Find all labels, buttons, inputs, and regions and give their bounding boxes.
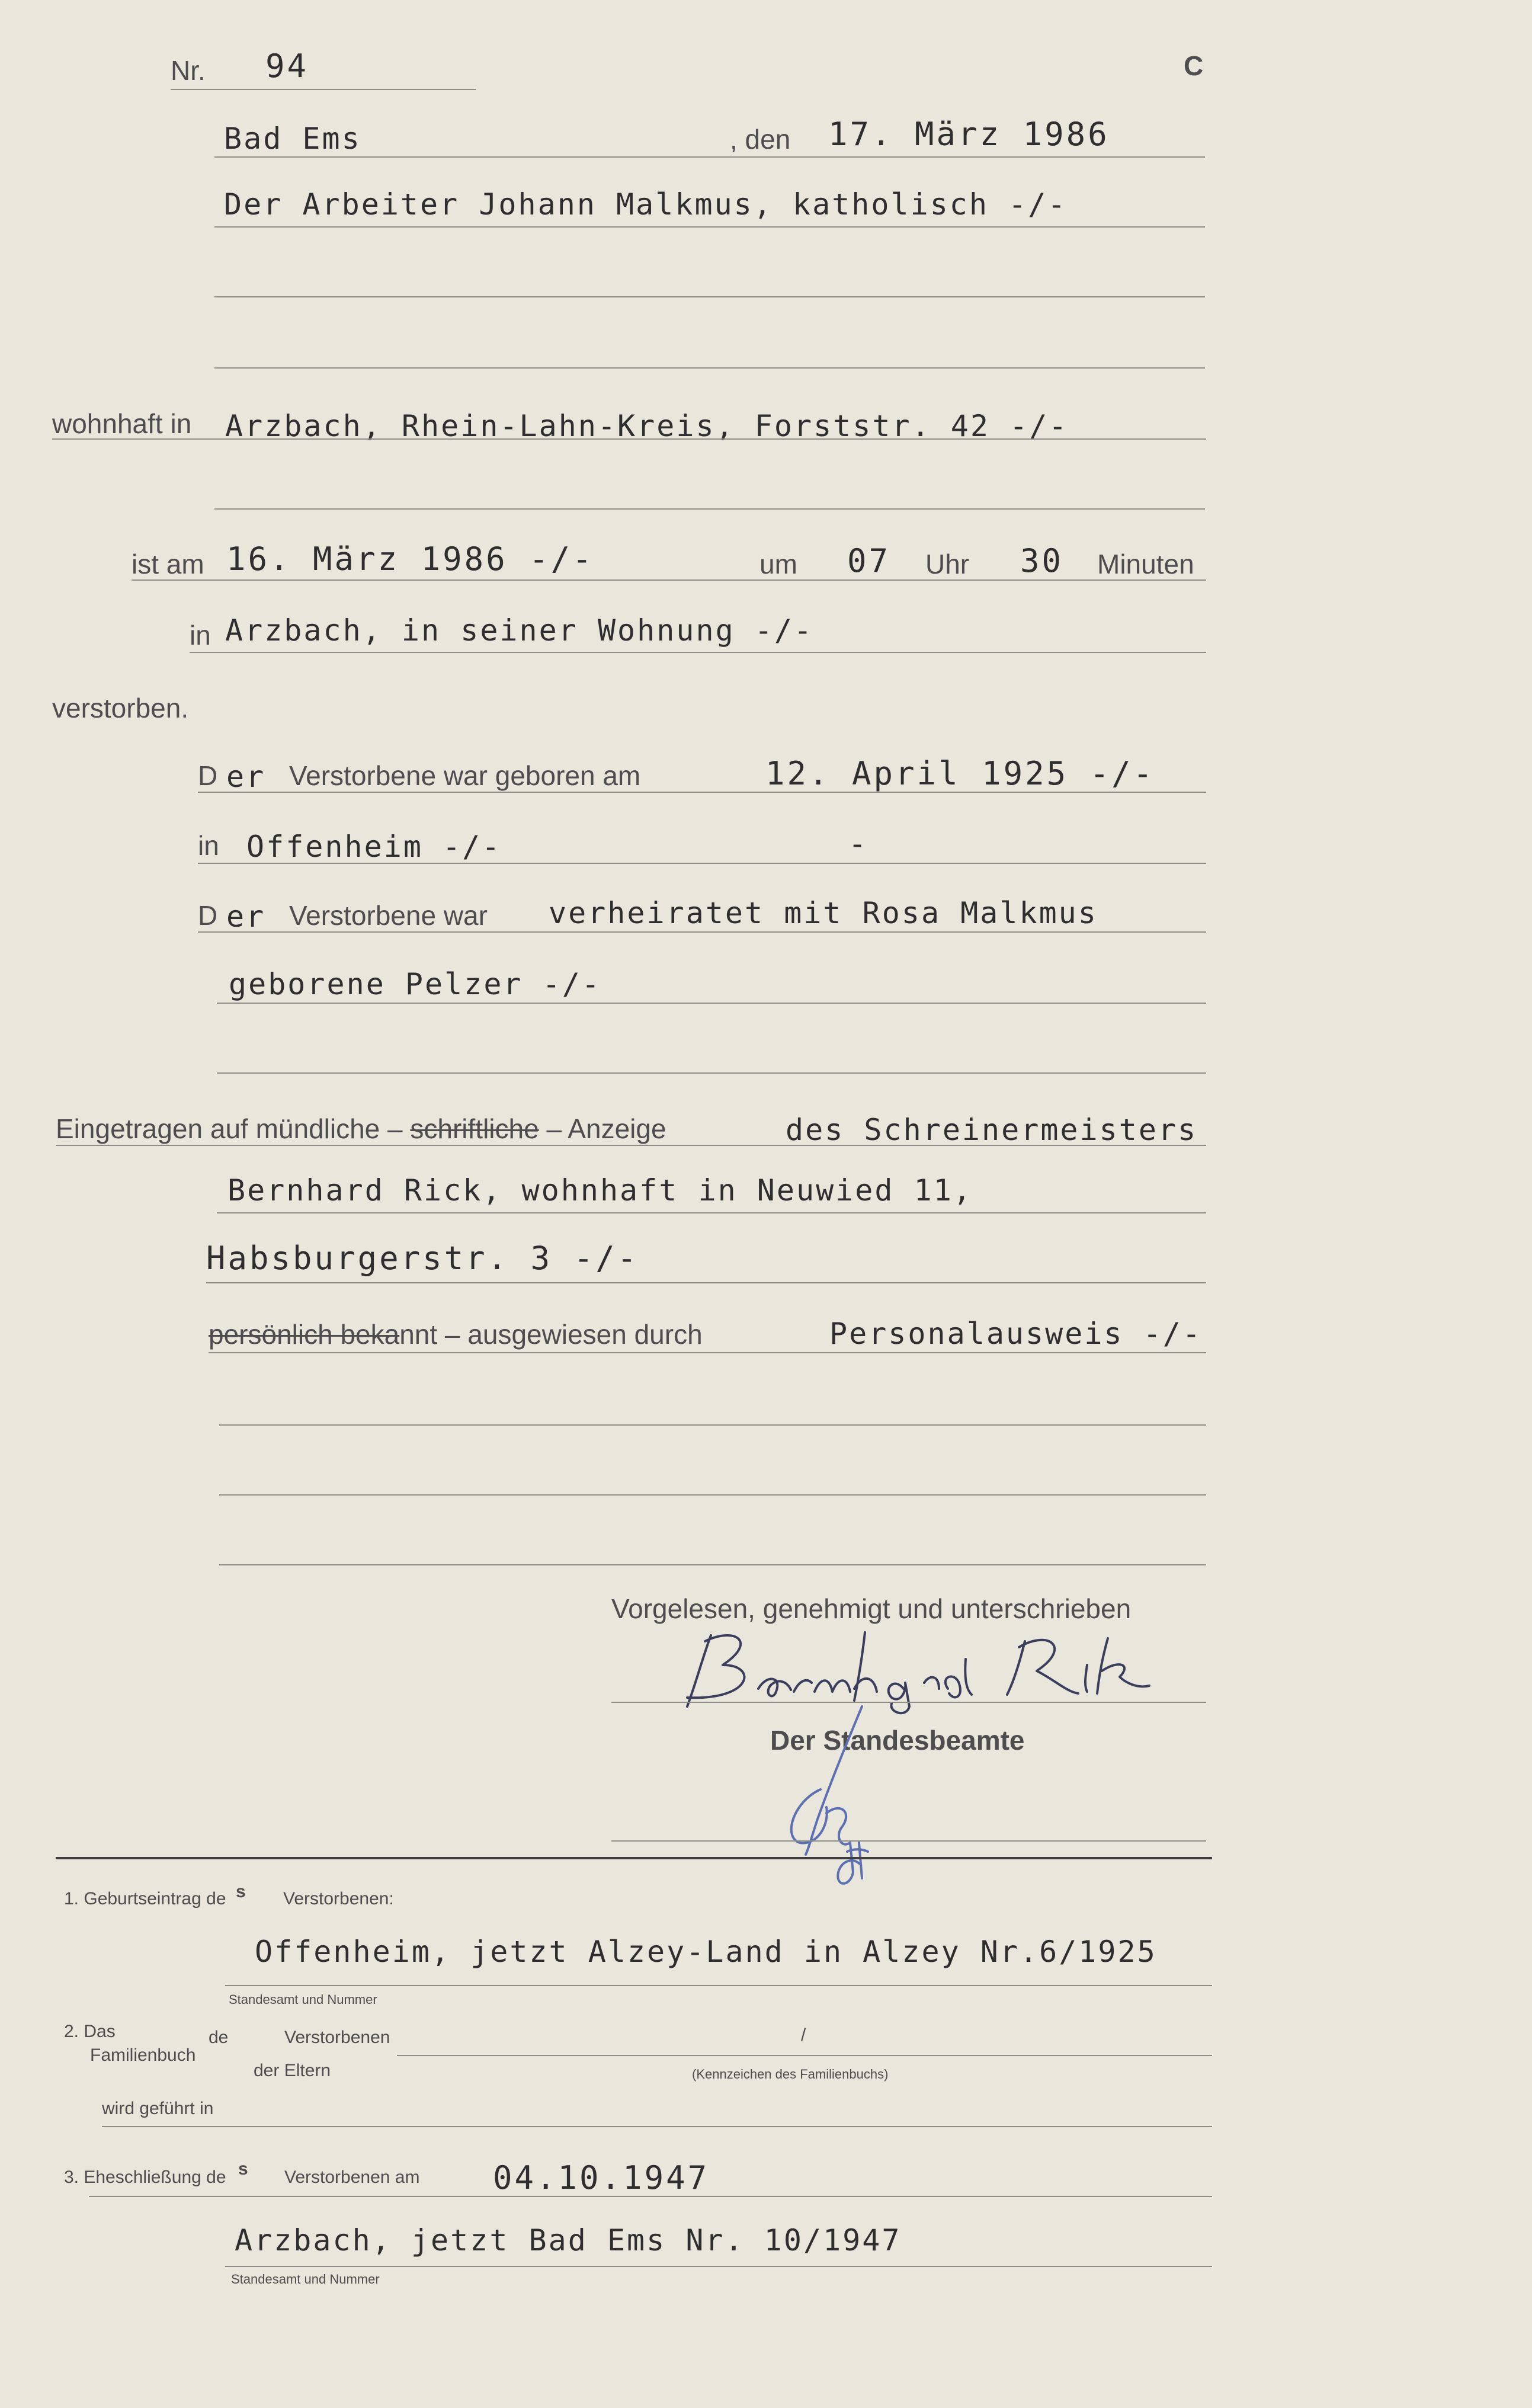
birth-date: 12. April 1925 -/- xyxy=(765,755,1155,792)
registrar-signature-line xyxy=(611,1840,1206,1842)
den-label: , den xyxy=(730,124,791,155)
note3-value-rule xyxy=(225,2266,1212,2267)
report-line2: Bernhard Rick, wohnhaft in Neuwied 11, xyxy=(227,1173,973,1208)
note2-rule xyxy=(397,2055,1212,2056)
note3-s: s xyxy=(238,2159,248,2179)
note2-gefuehrt-rule xyxy=(102,2126,1212,2127)
vorgelesen-text: Vorgelesen, genehmigt und unterschrieben xyxy=(611,1593,1132,1624)
marital-label: Verstorbene war xyxy=(289,900,488,931)
report-label-struck: schriftliche xyxy=(410,1113,539,1144)
death-date: 16. März 1986 -/- xyxy=(226,540,594,578)
registrar-signature xyxy=(776,1701,883,1890)
born-prefix-d: D xyxy=(198,760,218,791)
report-rule-2 xyxy=(217,1212,1206,1213)
identification-value: Personalausweis -/- xyxy=(829,1317,1202,1351)
registrar-label: Der Standesbeamte xyxy=(770,1725,1025,1756)
death-in-label: in xyxy=(190,620,211,651)
blank-line-f xyxy=(219,1494,1206,1496)
death-minute: 30 xyxy=(1020,542,1064,579)
blank-line-b xyxy=(214,367,1205,369)
nr-value: 94 xyxy=(265,47,309,85)
note3-caption: Standesamt und Nummer xyxy=(231,2272,380,2287)
report-line1: des Schreinermeisters xyxy=(786,1113,1198,1147)
identification-label xyxy=(209,1318,703,1350)
born-gender-suffix: er xyxy=(226,760,266,794)
death-place-rule xyxy=(190,652,1206,653)
note2-num: 2. Das xyxy=(64,2022,116,2041)
blank-line-a xyxy=(214,296,1205,297)
um-label: um xyxy=(759,549,797,579)
note2-slash: / xyxy=(801,2025,806,2045)
report-rule-1 xyxy=(56,1145,1206,1146)
birth-date-rule xyxy=(198,792,1206,793)
report-label xyxy=(56,1113,666,1145)
note3-label: 3. Eheschließung de xyxy=(64,2167,226,2187)
blank-line-d xyxy=(217,1072,1206,1074)
blank-line-g xyxy=(219,1564,1206,1565)
note1-s: s xyxy=(236,1882,246,1901)
note1-label: 1. Geburtseintrag de xyxy=(64,1889,226,1909)
identification-rest: nnt – ausgewiesen durch xyxy=(399,1319,703,1350)
informant-signature xyxy=(669,1624,1161,1712)
note2-gefuehrt: wird geführt in xyxy=(102,2099,214,2118)
note1-value: Offenheim, jetzt Alzey-Land in Alzey Nr.6/1925 xyxy=(255,1935,1157,1969)
footer-divider xyxy=(56,1857,1212,1859)
birth-in-label: in xyxy=(198,830,219,861)
note3-rule xyxy=(89,2196,1212,2197)
death-hour: 07 xyxy=(847,542,891,579)
deceased-line1: Der Arbeiter Johann Malkmus, katholisch -/- xyxy=(224,187,1068,222)
residence-label: wohnhaft in xyxy=(52,408,192,439)
place-of-registry: Bad Ems xyxy=(224,121,361,156)
minuten-label: Minuten xyxy=(1097,549,1194,579)
note2-verstorbenen: Verstorbenen xyxy=(284,2028,390,2047)
nr-label: Nr. xyxy=(171,55,206,86)
note2-caption: (Kennzeichen des Familienbuchs) xyxy=(692,2067,889,2082)
born-label: Verstorbene war geboren am xyxy=(289,760,641,791)
verstorben-text: verstorben. xyxy=(52,693,189,723)
uhr-label: Uhr xyxy=(925,549,970,579)
note2-de: de xyxy=(209,2028,229,2047)
report-label-part1: Eingetragen auf mündliche – xyxy=(56,1113,403,1144)
report-rule-3 xyxy=(206,1282,1206,1283)
marital-rule-1 xyxy=(198,931,1206,933)
identification-rule xyxy=(209,1352,1206,1353)
place-line xyxy=(214,156,1205,158)
note3-value: Arzbach, jetzt Bad Ems Nr. 10/1947 xyxy=(235,2223,902,2258)
informant-signature-line xyxy=(611,1702,1206,1703)
death-date-label: ist am xyxy=(132,549,204,579)
residence-value: Arzbach, Rhein-Lahn-Kreis, Forststr. 42 -/- xyxy=(225,409,1069,443)
marital-status-line1: verheiratet mit Rosa Malkmus xyxy=(549,896,1098,930)
note2-label: Familienbuch xyxy=(90,2045,196,2065)
birth-place-dash: - xyxy=(848,827,868,861)
note1-rule xyxy=(225,1985,1212,1986)
report-line3: Habsburgerstr. 3 -/- xyxy=(206,1240,639,1277)
birth-place-rule xyxy=(198,863,1206,864)
note1-caption: Standesamt und Nummer xyxy=(229,1992,377,2007)
note3-date: 04.10.1947 xyxy=(493,2159,710,2196)
blank-line-e xyxy=(219,1424,1206,1426)
nr-line xyxy=(171,89,476,90)
death-date-rule xyxy=(132,579,1206,581)
blank-line-c xyxy=(214,508,1205,510)
marital-status-line2: geborene Pelzer -/- xyxy=(229,967,601,1001)
note2-eltern: der Eltern xyxy=(254,2061,331,2080)
report-label-part2: – Anzeige xyxy=(546,1113,666,1144)
birth-place: Offenheim -/- xyxy=(246,830,502,864)
form-letter: C xyxy=(1184,50,1204,81)
marital-rule-2 xyxy=(217,1003,1206,1004)
death-place: Arzbach, in seiner Wohnung -/- xyxy=(225,613,814,648)
registry-date: 17. März 1986 xyxy=(828,116,1110,153)
note1-suffix: Verstorbenen: xyxy=(283,1889,394,1909)
identification-struck: persönlich beka xyxy=(209,1319,400,1350)
marital-prefix-d: D xyxy=(198,900,218,931)
deceased-line1-rule xyxy=(214,226,1205,228)
residence-rule xyxy=(52,438,1206,440)
marital-gender-suffix: er xyxy=(226,899,266,934)
note3-suffix: Verstorbenen am xyxy=(284,2167,420,2187)
